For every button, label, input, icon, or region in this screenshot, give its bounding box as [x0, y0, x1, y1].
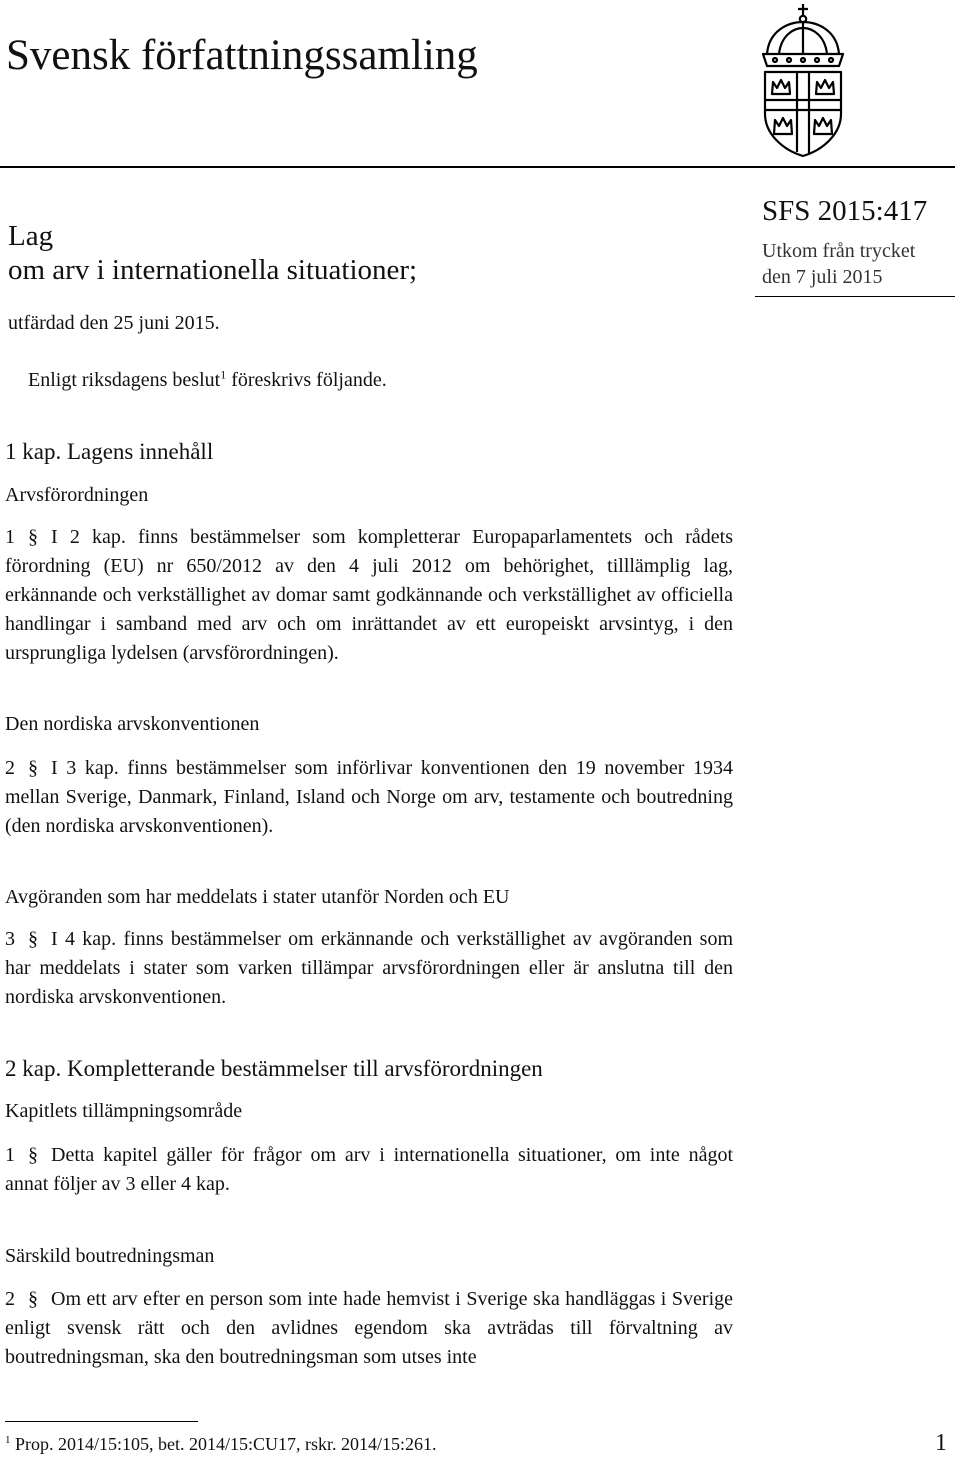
- section-number: 2: [5, 757, 15, 779]
- law-title: [8, 219, 417, 287]
- section-sign: §: [28, 757, 38, 779]
- section-text: I 3 kap. finns bestämmelser som införlivar konventionen den 19 november 1934 mellan Sverige, Danmark, Finland, Island och Norge om arv, testamente och boutredning (den nordiska arvskonventionen).: [5, 757, 733, 837]
- issued-date: utfärdad den 25 juni 2015.: [8, 312, 220, 334]
- publication-title: Svensk författningssamling: [6, 32, 478, 79]
- section-sign: §: [28, 928, 38, 950]
- chapter-2-name: Kompletterande bestämmelser till arvsförordningen: [61, 1056, 543, 1081]
- chapter-2-section-2: [5, 1285, 733, 1372]
- footnote-rule: [5, 1421, 198, 1422]
- print-note-line-1: Utkom från trycket: [762, 240, 916, 262]
- heading-tillampningsomrade: Kapitlets tillämpningsområde: [5, 1100, 243, 1122]
- section-number: 2: [5, 1288, 15, 1310]
- chapter-1-section-3: [5, 925, 733, 1012]
- footnote-text: Prop. 2014/15:105, bet. 2014/15:CU17, rskr. 2014/15:261.: [10, 1434, 437, 1454]
- section-sign: §: [28, 1144, 38, 1166]
- footnote-number: 1: [5, 1434, 11, 1446]
- section-text: I 2 kap. finns bestämmelser som kompletterar Europaparlamentets och rådets förordning (EU) nr 650/2012 av den 4 juli 2012 om behörighet, tilllämplig lag, erkännande och verkställighet av domar samt godkännande och verkställighet av officiella handlingar i samband med arv och om inrättandet av ett europeiskt arvsintyg, i den ursprungliga lydelsen (arvsförordningen).: [5, 526, 733, 664]
- page-number: 1: [935, 1430, 947, 1456]
- header-rule: [0, 166, 955, 168]
- chapter-1-section-2: [5, 754, 733, 841]
- sfs-rule: [755, 296, 955, 297]
- heading-avgoranden: Avgöranden som har meddelats i stater utanför Norden och EU: [5, 886, 510, 908]
- print-note-line-2: den 7 juli 2015: [762, 266, 883, 288]
- footnote: [5, 1432, 437, 1456]
- section-number: 3: [5, 928, 15, 950]
- chapter-1-title: 1 kap. Lagens innehåll: [5, 439, 214, 464]
- chapter-2-section-1: [5, 1141, 733, 1199]
- chapter-2-title: [5, 1054, 543, 1084]
- section-number: 1: [5, 1144, 15, 1166]
- law-title-line-2: om arv i internationella situationer;: [8, 254, 418, 286]
- print-date-note: [762, 238, 915, 290]
- footnote-ref: 1: [220, 367, 227, 382]
- decree-text-after: föreskrivs följande.: [226, 369, 387, 391]
- sfs-number: SFS 2015:417: [762, 195, 928, 227]
- section-number: 1: [5, 526, 15, 548]
- heading-arvsforordningen: Arvsförordningen: [5, 484, 149, 506]
- heading-sarskild-boutredningsman: Särskild boutredningsman: [5, 1245, 215, 1267]
- section-text: I 4 kap. finns bestämmelser om erkännande och verkställighet av avgöranden som har meddelats i stater som varken tillämpar arvsförordningen eller är anslutna till den nordiska arvskonventionen.: [5, 928, 733, 1008]
- section-sign: §: [28, 526, 38, 548]
- section-text: Detta kapitel gäller för frågor om arv i internationella situationer, om inte något annat följer av 3 eller 4 kap.: [5, 1144, 733, 1195]
- section-sign: §: [28, 1288, 38, 1310]
- heading-nordiska-arvskonventionen: Den nordiska arvskonventionen: [5, 713, 260, 735]
- section-text: Om ett arv efter en person som inte hade hemvist i Sverige ska handläggas i Sverige enligt svensk rätt och den avlidnes egendom ska avträdas till förvaltning av boutredningsman, ska den boutredningsman som utses inte: [5, 1288, 733, 1368]
- law-title-line-1: Lag: [8, 220, 54, 252]
- swedish-coat-of-arms-icon: [755, 2, 851, 158]
- chapter-2-prefix: 2 kap.: [5, 1056, 62, 1081]
- decree-text-before: Enligt riksdagens beslut: [28, 369, 221, 391]
- chapter-1-section-1: [5, 523, 733, 668]
- decree-statement: [28, 366, 387, 395]
